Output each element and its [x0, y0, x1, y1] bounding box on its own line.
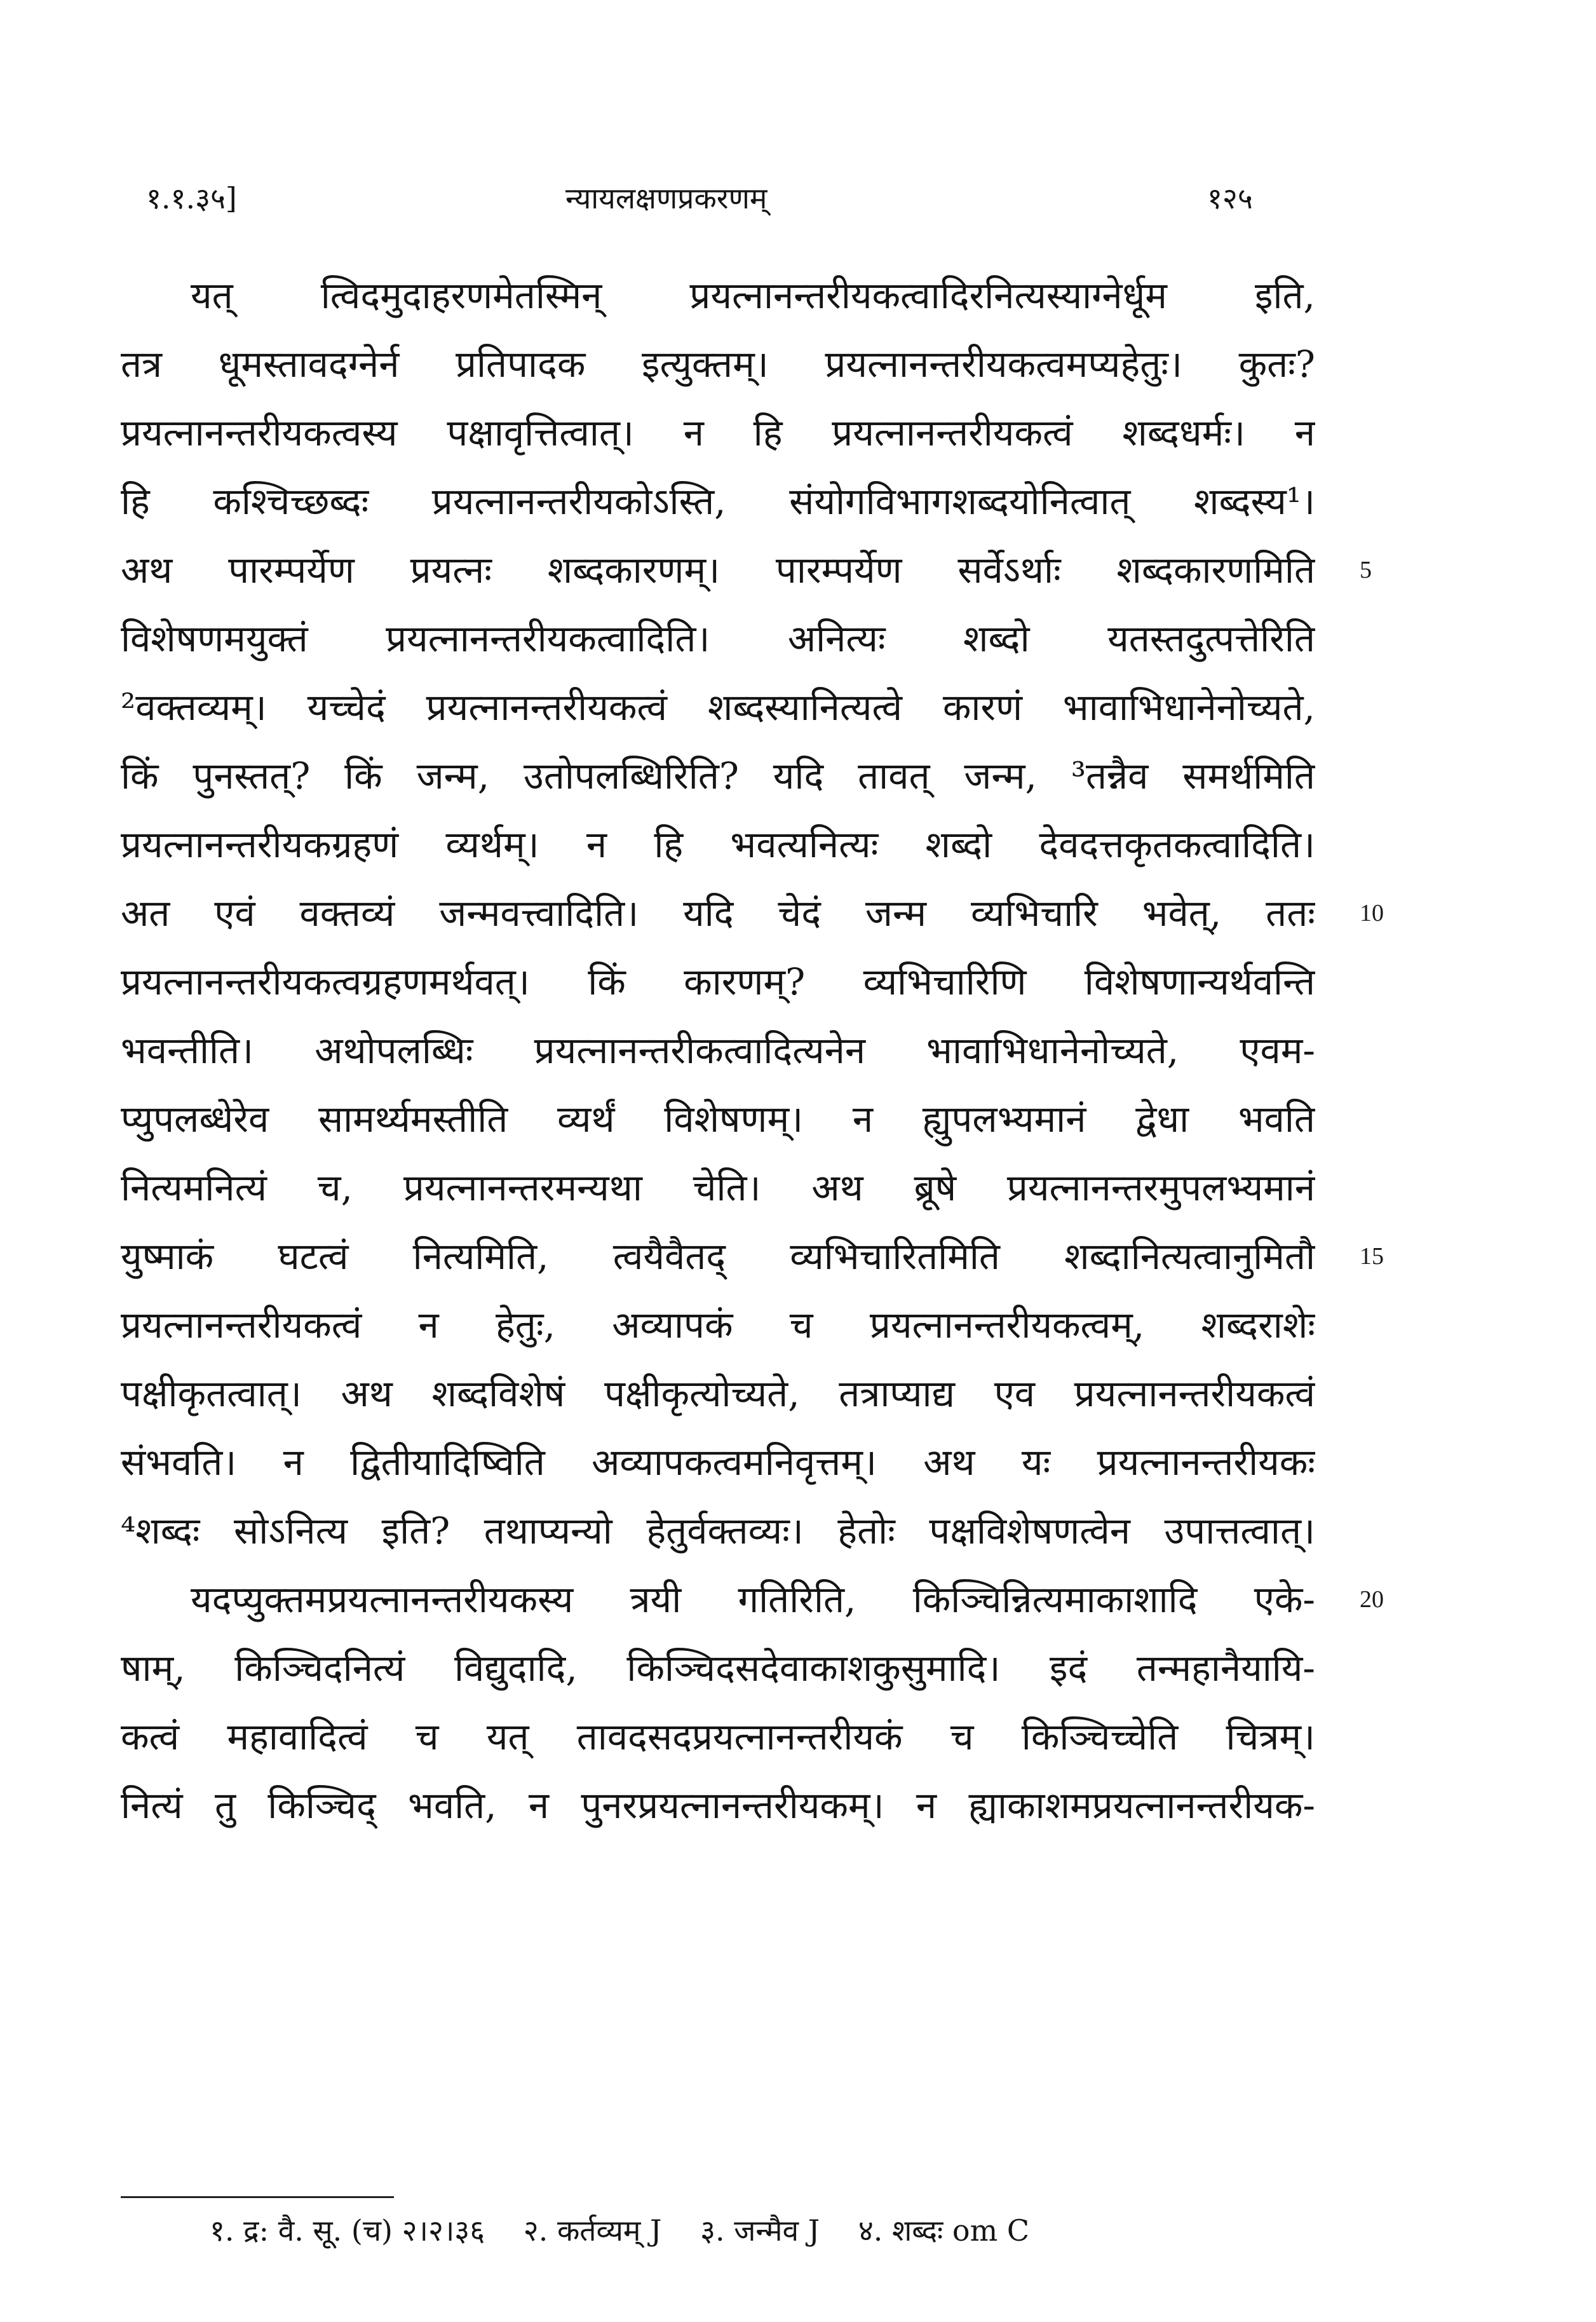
footnote: ४. शब्दः om C: [858, 2213, 1030, 2248]
text-line: प्रयत्नानन्तरीयकत्वं न हेतुः, अव्यापकं च प्रयत्नानन्तरीयकत्वम्, शब्दराशेः: [121, 1303, 1315, 1347]
text-line: किं पुनस्तत्? किं जन्म, उतोपलब्धिरिति? यदि तावत् जन्म, ³तन्नैव समर्थमिति: [121, 754, 1315, 798]
text-line: भवन्तीति। अथोपलब्धिः प्रयत्नानन्तरीकत्वादित्यनेन भावाभिधानेनोच्यते, एवम-: [121, 1029, 1315, 1072]
text-line: प्युपलब्धेरेव सामर्थ्यमस्तीति व्यर्थं विशेषणम्। न ह्युपलभ्यमानं द्वेधा भवति: [121, 1097, 1315, 1141]
footnotes: [210, 2205, 1315, 2256]
text-line: विशेषणमयुक्तं प्रयत्नानन्तरीयकत्वादिति। अनित्यः शब्दो यतस्तदुत्पत्तेरिति: [121, 617, 1315, 660]
text-line: यदप्युक्तमप्रयत्नानन्तरीयकस्य त्रयी गतिरिति, किञ्चिन्नित्यमाकाशादि एके-: [191, 1578, 1315, 1621]
footnote-rule: [121, 2196, 394, 2198]
line-number: 15: [1360, 1243, 1384, 1270]
text-line: अथ पारम्पर्येण प्रयत्नः शब्दकारणम्। पारम्पर्येण सर्वेऽर्थाः शब्दकारणमिति: [121, 548, 1315, 592]
text-line: तत्र धूमस्तावदग्नेर्न प्रतिपादक इत्युक्तम्। प्रयत्नानन्तरीयकत्वमप्यहेतुः। कुतः?: [121, 343, 1315, 386]
text-line: प्रयत्नानन्तरीयकत्वस्य पक्षावृत्तित्वात्। न हि प्रयत्नानन्तरीयकत्वं शब्दधर्मः। न: [121, 411, 1315, 454]
text-line: कत्वं महावादित्वं च यत् तावदसदप्रयत्नानन्तरीयकं च किञ्चिच्चेति चित्रम्।: [121, 1715, 1315, 1758]
line-number: 20: [1360, 1586, 1384, 1613]
text-line: ²वक्तव्यम्। यच्चेदं प्रयत्नानन्तरीयकत्वं शब्दस्यानित्यत्वे कारणं भावाभिधानेनोच्यते,: [121, 686, 1315, 729]
text-line: ⁴शब्दः सोऽनित्य इति? तथाप्यन्यो हेतुर्वक्तव्यः। हेतोः पक्षविशेषणत्वेन उपात्तत्वात्।: [121, 1509, 1315, 1552]
text-line: अत एवं वक्तव्यं जन्मवत्त्वादिति। यदि चेदं जन्म व्यभिचारि भवेत्, ततः: [121, 892, 1315, 935]
line-number: 5: [1360, 557, 1372, 583]
text-line: हि कश्चिच्छब्दः प्रयत्नानन्तरीयकोऽस्ति, संयोगविभागशब्दयोनित्वात् शब्दस्य¹।: [121, 480, 1315, 523]
page-number: १२५: [1207, 181, 1253, 215]
text-line: नित्यं तु किञ्चिद् भवति, न पुनरप्रयत्नानन्तरीयकम्। न ह्याकाशमप्रयत्नानन्तरीयक-: [121, 1784, 1315, 1827]
footnote: २. कर्तव्यम् J: [523, 2213, 662, 2248]
running-header-title: न्यायलक्षणप्रकरणम्: [565, 181, 768, 215]
footnote: ३. जन्मैव J: [700, 2213, 820, 2248]
line-number: 10: [1360, 900, 1384, 927]
text-line: संभवति। न द्वितीयादिष्विति अव्यापकत्वमनिवृत्तम्। अथ यः प्रयत्नानन्तरीयकः: [121, 1441, 1315, 1484]
running-header-section-ref: १.१.३५]: [146, 181, 237, 215]
footnote: १. द्र: वै. सू. (च) २।२।३६: [210, 2213, 485, 2248]
text-line: युष्माकं घटत्वं नित्यमिति, त्वयैवैतद् व्यभिचारितमिति शब्दानित्यत्वानुमितौ: [121, 1235, 1315, 1278]
text-line: पक्षीकृतत्वात्। अथ शब्दविशेषं पक्षीकृत्योच्यते, तत्राप्याद्य एव प्रयत्नानन्तरीयकत्वं: [121, 1372, 1315, 1415]
text-line: प्रयत्नानन्तरीयकग्रहणं व्यर्थम्। न हि भवत्यनित्यः शब्दो देवदत्तकृतकत्वादिति।: [121, 823, 1315, 866]
text-line: नित्यमनित्यं च, प्रयत्नानन्तरमन्यथा चेति। अथ ब्रूषे प्रयत्नानन्तरमुपलभ्यमानं: [121, 1166, 1315, 1209]
text-line: प्रयत्नानन्तरीयकत्वग्रहणमर्थवत्। किं कारणम्? व्यभिचारिणि विशेषणान्यर्थवन्ति: [121, 960, 1315, 1003]
text-line: यत् त्विदमुदाहरणमेतस्मिन् प्रयत्नानन्तरीयकत्वादिरनित्यस्याग्नेर्धूम इति,: [191, 274, 1315, 317]
text-line: षाम्, किञ्चिदनित्यं विद्युदादि, किञ्चिदसदेवाकाशकुसुमादि। इदं तन्महानैयायि-: [121, 1646, 1315, 1690]
